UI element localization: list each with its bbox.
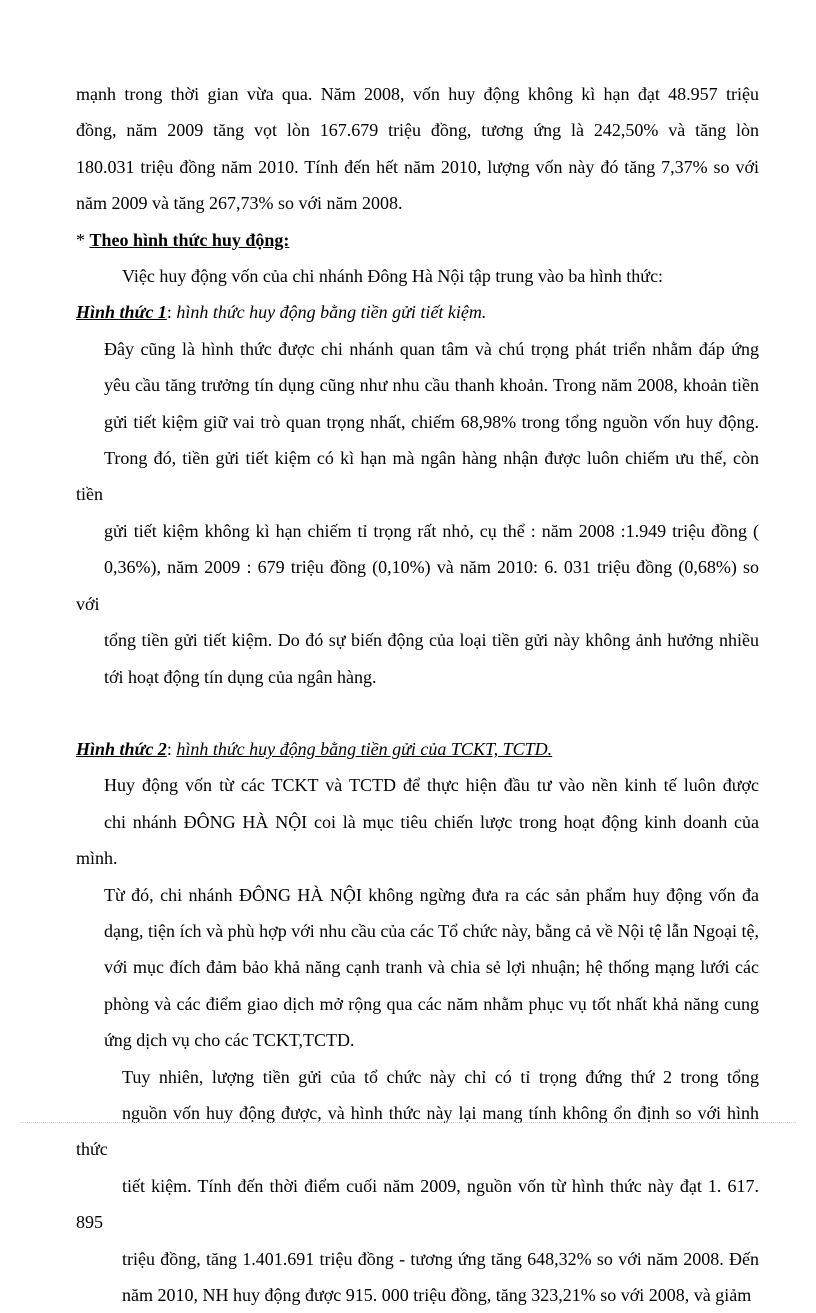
text-line: 180.031 triệu đồng năm 2010. Tính đến hết năm 2010, lượng vốn này đó tăng 7,37% so với bbox=[76, 156, 759, 177]
text-line: Đây cũng là hình thức được chi nhánh quan tâm và chú trọng phát triển nhằm đáp ứng bbox=[104, 338, 759, 359]
paragraph-vốn-không-kì-hạn bbox=[76, 76, 759, 222]
blank-line bbox=[76, 695, 759, 731]
text-line: gửi tiết kiệm không kì hạn chiếm tỉ trọng rất nhỏ, cụ thể : năm 2008 :1.949 triệu đồng ( bbox=[104, 520, 759, 541]
text-line: với mục đích đảm bảo khả năng cạnh tranh và chia sẻ lợi nhuận; hệ thống mạng lưới các bbox=[104, 957, 759, 978]
text-line: mạnh trong thời gian vừa qua. Năm 2008, vốn huy động không kì hạn đạt 48.957 triệu bbox=[76, 84, 759, 104]
section-heading-text: Theo hình thức huy động: bbox=[89, 229, 290, 250]
text-line: chi nhánh ĐÔNG HÀ NỘI coi là mục tiêu chiến lược trong hoạt động kinh doanh của mình. bbox=[76, 811, 759, 869]
form1-heading bbox=[76, 294, 759, 330]
form2-paragraph-2 bbox=[76, 1059, 759, 1313]
form2-label: Hình thức 2 bbox=[76, 738, 167, 759]
text-line: triệu đồng, tăng 1.401.691 triệu đồng - tương ứng tăng 648,32% so với năm 2008. Đến bbox=[122, 1248, 759, 1269]
bullet-star: * bbox=[76, 229, 90, 250]
form2-heading bbox=[76, 731, 759, 767]
form1-paragraph bbox=[76, 331, 759, 695]
form1-description: hình thức huy động bằng tiền gửi tiết kiệm. bbox=[176, 302, 487, 323]
form2-paragraph bbox=[76, 767, 759, 1058]
text-line: gửi tiết kiệm giữ vai trò quan trọng nhất, chiếm 68,98% trong tổng nguồn vốn huy động. bbox=[104, 411, 759, 432]
text-line: nguồn vốn huy động được, và hình thức này lại mang tính không ổn định so với hình thức bbox=[76, 1102, 759, 1160]
text-line: đồng, năm 2009 tăng vọt lòn 167.679 triệu đồng, tương ứng là 242,50% và tăng lòn bbox=[76, 120, 759, 141]
form1-colon: : bbox=[166, 302, 177, 323]
text-line: tiết kiệm. Tính đến thời điểm cuối năm 2009, nguồn vốn từ hình thức này đạt 1. 617. 895 bbox=[76, 1175, 759, 1233]
document-page bbox=[76, 76, 759, 1313]
text-line: 0,36%), năm 2009 : 679 triệu đồng (0,10%) và năm 2010: 6. 031 triệu đồng (0,68%) so với bbox=[76, 557, 759, 614]
text-line: phòng và các điểm giao dịch mở rộng qua các năm nhằm phục vụ tốt nhất khả năng cung bbox=[104, 993, 759, 1014]
text-line: Trong đó, tiền gửi tiết kiệm có kì hạn mà ngân hàng nhận được luôn chiếm ưu thế, còn tiền bbox=[76, 448, 759, 505]
text-line: ứng dịch vụ cho các TCKT,TCTD. bbox=[104, 1030, 355, 1051]
text-line: yêu cầu tăng trưởng tín dụng cũng như nhu cầu thanh khoản. Trong năm 2008, khoản tiền bbox=[104, 375, 759, 396]
text-line: Tuy nhiên, lượng tiền gửi của tổ chức này chỉ có tỉ trọng đứng thứ 2 trong tổng bbox=[122, 1066, 759, 1087]
text-line: tổng tiền gửi tiết kiệm. Do đó sự biến động của loại tiền gửi này không ảnh hưởng nhiều bbox=[104, 630, 759, 651]
text-line: năm 2010, NH huy động được 915. 000 triệu đồng, tăng 323,21% so với 2008, và giảm bbox=[122, 1285, 752, 1305]
section-heading bbox=[76, 222, 759, 258]
text-line: dạng, tiện ích và phù hợp với nhu cầu của các Tổ chức này, bằng cả về Nội tệ lẫn Ngoại tệ, bbox=[104, 920, 759, 941]
text-line: năm 2009 và tăng 267,73% so với năm 2008. bbox=[76, 193, 403, 214]
text-line: Huy động vốn từ các TCKT và TCTD để thực hiện đầu tư vào nền kinh tế luôn được bbox=[104, 775, 759, 796]
form2-description: hình thức huy động bằng tiền gửi của TCKT, TCTD. bbox=[176, 738, 553, 759]
intro-paragraph: Việc huy động vốn của chi nhánh Đông Hà Nội tập trung vào ba hình thức: bbox=[122, 266, 664, 287]
form2-colon: : bbox=[166, 738, 177, 759]
text-line: tới hoạt động tín dụng của ngân hàng. bbox=[104, 666, 377, 687]
form1-label: Hình thức 1 bbox=[76, 302, 167, 323]
text-line: Từ đó, chi nhánh ĐÔNG HÀ NỘI không ngừng đưa ra các sản phẩm huy động vốn đa bbox=[104, 884, 759, 905]
